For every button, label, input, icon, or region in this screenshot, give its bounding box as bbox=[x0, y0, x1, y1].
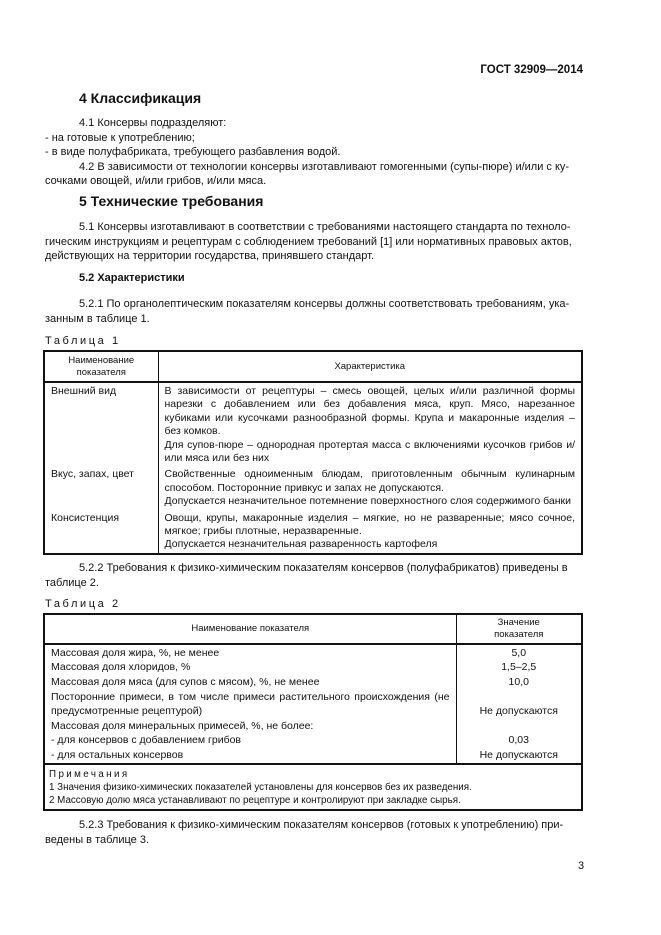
page-number: 3 bbox=[578, 860, 585, 872]
row-value bbox=[456, 718, 582, 733]
section-4-title: 4 Классификация bbox=[79, 90, 202, 106]
p51-line: 5.1 Консервы изготавливают в соответствии с требованиями настоящего стандарта по техноло- bbox=[79, 221, 571, 233]
row-value: 1,5–2,5 bbox=[456, 660, 582, 674]
row-text: Свойственные одноименным блюдам, приготовленным обычным кулинарным способом. Посторонние привкус и запах не допускаются. bbox=[164, 468, 575, 494]
row-name: Массовая доля жира, %, не менее bbox=[51, 647, 220, 659]
table-row bbox=[44, 382, 582, 465]
row-text: Для супов-пюре – однородная протертая масса с включениями кусочков грибов и/или мяса или без них bbox=[164, 438, 575, 465]
table-1-header-name: Наименование показателя bbox=[44, 351, 158, 382]
p522-line: 5.2.2 Требования к физико-химическим показателям консервов (полуфабрикатов) приведены в bbox=[79, 562, 568, 574]
note-item: 1 Значения физико-химических показателей установлены для консервов без их разведения. bbox=[49, 782, 472, 794]
p51-line: гическим инструкциям и рецептурам с соблюдением требований [1] или нормативных правовых актов, bbox=[45, 235, 572, 248]
section-5-title: 5 Технические требования bbox=[79, 193, 264, 209]
table-2-notes bbox=[44, 764, 582, 810]
table-2-header-value: Значение показателя bbox=[456, 614, 582, 644]
row-name: Посторонние примеси, в том числе примеси растительного происхождения (не предусмотренные рецептурой) bbox=[51, 691, 450, 717]
row-text: В зависимости от рецептуры – смесь овощей, целых и/или различной формы нарезки с добавлением или без добавления мяса, круп. Мясо, нарезанное кубиками или кусочками разнообразной формы. Крупа и макаронные изделия – без комков. bbox=[164, 385, 575, 438]
row-name: Внешний вид bbox=[51, 385, 117, 397]
row-value: Не допускаются bbox=[456, 689, 582, 718]
p42-text: 4.2 В зависимости от технологии консервы изготавливают гомогенными (супы-пюре) и/или с ку- bbox=[79, 160, 570, 173]
table-2-caption: Таблица 2 bbox=[45, 598, 121, 610]
subsection-52-title: 5.2 Характеристики bbox=[79, 272, 185, 284]
p521-paragraph bbox=[45, 297, 583, 326]
p41-item: - в виде полуфабриката, требующего разбавления водой. bbox=[45, 146, 341, 159]
p51-line: действующих на территории государства, принявшего стандарт. bbox=[45, 250, 375, 263]
table-1-caption: Таблица 1 bbox=[45, 335, 121, 347]
row-name: Массовая доля минеральных примесей, %, не более: bbox=[51, 720, 314, 733]
p522-line: таблице 2. bbox=[45, 576, 99, 589]
row-text: Овощи, крупы, макаронные изделия – мягкие, но не разваренные; мясо сочное, мягкое; грибы плотные, неразваренные. bbox=[164, 511, 575, 538]
table-row bbox=[44, 689, 582, 718]
table-1 bbox=[43, 350, 583, 555]
row-value: 0,03 bbox=[456, 733, 582, 747]
p42-text-cont: сочками овощей, и/или грибов, и/или мяса. bbox=[45, 175, 267, 188]
row-value: 10,0 bbox=[456, 675, 582, 689]
table-2 bbox=[43, 613, 583, 811]
table-row bbox=[44, 718, 582, 733]
table-row bbox=[44, 675, 582, 689]
row-text: Допускается незначительная разваренность картофеля bbox=[164, 538, 438, 551]
document-code: ГОСТ 32909—2014 bbox=[480, 64, 583, 76]
table-row bbox=[44, 660, 582, 674]
row-name: Консистенция bbox=[51, 511, 120, 524]
note-item: 2 Массовую долю мяса устанавливают по рецептуре и контролируют при закладке сырья. bbox=[49, 795, 461, 807]
row-name: - для остальных консервов bbox=[51, 748, 184, 761]
table-row bbox=[44, 465, 582, 508]
row-value: 5,0 bbox=[456, 644, 582, 660]
row-name: Массовая доля мяса (для супов с мясом), %, не менее bbox=[51, 675, 320, 688]
section-4-body bbox=[45, 116, 583, 189]
p521-line: 5.2.1 По органолептическим показателям консервы должны соответствовать требованиям, ука- bbox=[79, 298, 570, 310]
table-row bbox=[44, 644, 582, 660]
row-name: - для консервов с добавлением грибов bbox=[51, 734, 241, 747]
p523-paragraph bbox=[45, 818, 583, 847]
table-row bbox=[44, 748, 582, 764]
p523-line: 5.2.3 Требования к физико-химическим показателям консервов (готовых к употреблению) при- bbox=[79, 819, 564, 831]
notes-caption: Примечания bbox=[49, 769, 130, 781]
p522-paragraph bbox=[45, 561, 583, 590]
table-2-header-name: Наименование показателя bbox=[44, 614, 456, 644]
p41-text: 4.1 Консервы подразделяют: bbox=[79, 117, 227, 129]
table-row bbox=[44, 733, 582, 747]
table-1-header-characteristic: Характеристика bbox=[158, 351, 582, 382]
row-text: Допускается незначительное потемнение поверхностного слоя содержимого банки bbox=[164, 495, 571, 508]
row-name: Вкус, запах, цвет bbox=[51, 468, 134, 481]
p523-line: ведены в таблице 3. bbox=[45, 833, 149, 846]
table-row bbox=[44, 509, 582, 554]
p41-item: - на готовые к употреблению; bbox=[45, 131, 195, 144]
p51-paragraph bbox=[45, 220, 583, 264]
row-value: Не допускаются bbox=[456, 748, 582, 764]
p521-line: занным в таблице 1. bbox=[45, 312, 150, 325]
row-name: Массовая доля хлоридов, % bbox=[51, 661, 191, 674]
